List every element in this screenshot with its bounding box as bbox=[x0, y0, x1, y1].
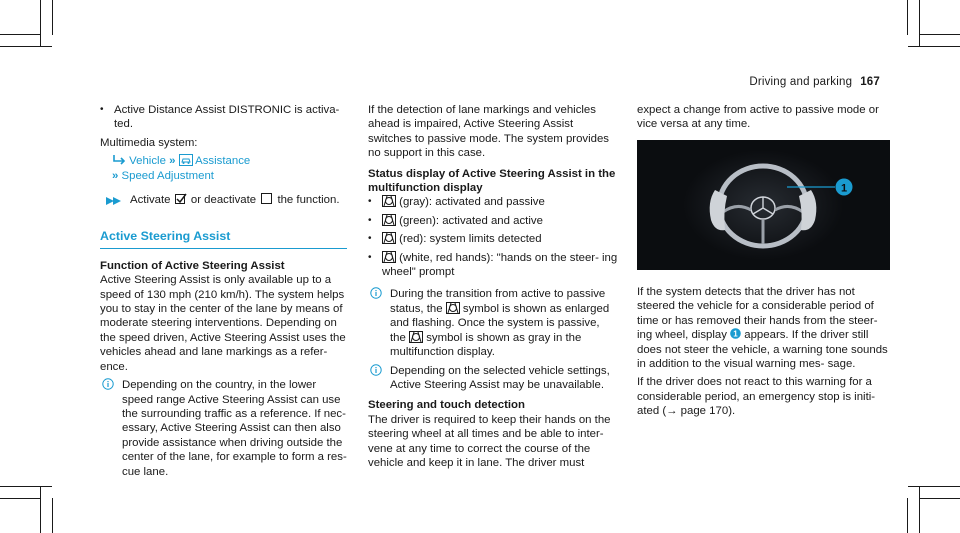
menu-path bbox=[100, 154, 347, 183]
info-note bbox=[368, 287, 618, 359]
steering-text: The driver is required to keep their hands on the steering wheel at all times and be able to inter- vene at any time to correct the course of the vehicle and keep it in lane. The driver must bbox=[368, 413, 611, 469]
double-chevron-icon: » bbox=[169, 155, 176, 168]
crop-mark bbox=[52, 498, 53, 533]
crop-mark bbox=[920, 498, 960, 499]
menu-vehicle[interactable]: Vehicle bbox=[129, 155, 166, 168]
crop-mark bbox=[0, 46, 52, 47]
multimedia-label: Multimedia system: bbox=[100, 136, 198, 149]
status-item bbox=[368, 214, 618, 228]
status-heading: Status display of Active Steering Assist in the multifunction display bbox=[368, 167, 616, 195]
status-item bbox=[368, 232, 618, 246]
crop-mark bbox=[52, 0, 53, 35]
double-chevron-icon: » bbox=[112, 169, 119, 182]
crop-mark bbox=[908, 486, 960, 487]
crop-mark bbox=[40, 486, 41, 533]
column-right bbox=[637, 103, 890, 136]
para-text: If the system detects that the driver has not steered the vehicle for a considerable period of time or has removed their hands from the steer- ing wheel, display bbox=[637, 286, 878, 342]
crop-mark bbox=[0, 498, 40, 499]
callout-number: 1 bbox=[840, 182, 848, 195]
status-text: (gray): activated and passive bbox=[399, 196, 545, 209]
steering-assist-icon bbox=[409, 331, 423, 343]
page-number: 167 bbox=[860, 76, 880, 88]
note-text: symbol is shown as gray in the multifunction display. bbox=[390, 331, 582, 359]
column-right-lower bbox=[637, 285, 890, 423]
bullet-text: Active Distance Assist DISTRONIC is activa- ted. bbox=[114, 104, 340, 131]
system-detect-text bbox=[637, 285, 890, 371]
steering-assist-icon bbox=[446, 302, 460, 314]
status-text: (red): system limits detected bbox=[399, 233, 542, 246]
callout-ref: 1 bbox=[733, 329, 738, 339]
status-item bbox=[368, 251, 618, 280]
info-icon bbox=[370, 287, 382, 299]
info-icon bbox=[370, 364, 382, 376]
crop-mark bbox=[907, 498, 908, 533]
note-text: symbol is shown as enlarged and flashing. Once the system is passive, the bbox=[390, 302, 610, 344]
info-note bbox=[100, 378, 347, 479]
column-middle bbox=[368, 103, 618, 474]
callout-marker-icon bbox=[730, 328, 741, 339]
crop-mark bbox=[0, 486, 52, 487]
action-step bbox=[100, 193, 347, 207]
car-assistance-icon bbox=[179, 154, 193, 166]
para-text: appears. If the driver still does not steer the vehicle, a warning tone sounds in addition to the visual warning mes- sage. bbox=[637, 329, 888, 371]
checkbox-empty-icon bbox=[261, 193, 272, 204]
steering-assist-icon bbox=[382, 232, 396, 244]
function-heading: Function of Active Steering Assist bbox=[100, 259, 285, 272]
function-text: Active Steering Assist is only available up to a speed of 130 mph (210 km/h). The system helps you to stay in the center of the lane by means of moderate steering interventions. Depending on the speed driven, Active Steering Assist uses the vehicles ahead and lane markings as a refer- ence. bbox=[100, 274, 346, 373]
crop-mark bbox=[907, 0, 908, 35]
section-heading: Active Steering Assist bbox=[100, 229, 231, 244]
menu-speed-adjustment[interactable]: Speed Adjustment bbox=[121, 169, 214, 182]
menu-path-line bbox=[100, 169, 347, 183]
crop-mark bbox=[908, 46, 960, 47]
section-title: Driving and parking bbox=[749, 76, 853, 88]
checkbox-checked-icon bbox=[174, 193, 188, 205]
steering-assist-icon bbox=[382, 195, 396, 207]
status-item bbox=[368, 195, 618, 209]
action-text: or deactivate bbox=[190, 194, 257, 207]
note-text: During the transition from active to passive status, the bbox=[390, 288, 606, 315]
menu-assistance[interactable]: Assistance bbox=[195, 155, 251, 168]
info-icon bbox=[102, 378, 114, 390]
crop-mark bbox=[919, 486, 920, 533]
status-text: (white, red hands): "hands on the steer- ing wheel" prompt bbox=[382, 251, 618, 279]
note-text: Depending on the selected vehicle settings, Active Steering Assist may be unavailable. bbox=[390, 364, 610, 391]
crop-mark bbox=[919, 0, 920, 47]
steering-assist-icon bbox=[382, 214, 396, 226]
status-text: (green): activated and active bbox=[399, 214, 543, 227]
steering-heading: Steering and touch detection bbox=[368, 399, 525, 412]
intro-text: If the detection of lane markings and vehicles ahead is impaired, Active Steering Assist switches to passive mode. The system provides no support in this case. bbox=[368, 104, 609, 160]
action-text: the function. bbox=[277, 194, 340, 207]
crop-mark bbox=[40, 0, 41, 47]
steering-assist-icon bbox=[382, 251, 396, 263]
action-text: Activate bbox=[130, 194, 171, 207]
emergency-stop-text: If the driver does not react to this warning for a considerable period, an emergency stop is initi- ated (→ page 170). bbox=[637, 376, 876, 418]
page-header bbox=[749, 75, 880, 89]
info-note bbox=[368, 364, 618, 393]
note-text: Depending on the country, in the lower speed range Active Steering Assist can use the surrounding traffic as a reference. If nec- essary, Active Steering Assist can then also provide assistance when driving outside the center of the lane, for example to form a res- cue lane. bbox=[122, 379, 347, 478]
steering-wheel-hands-illustration bbox=[637, 140, 890, 270]
crop-mark bbox=[0, 34, 40, 35]
intro-text: expect a change from active to passive mode or vice versa at any time. bbox=[637, 104, 879, 131]
menu-path-line bbox=[100, 154, 347, 168]
return-arrow-icon bbox=[112, 154, 126, 166]
bullet-item bbox=[100, 103, 347, 132]
crop-mark bbox=[920, 34, 960, 35]
column-left bbox=[100, 103, 347, 483]
dashboard-illustration bbox=[637, 140, 890, 270]
section-divider bbox=[100, 248, 347, 249]
